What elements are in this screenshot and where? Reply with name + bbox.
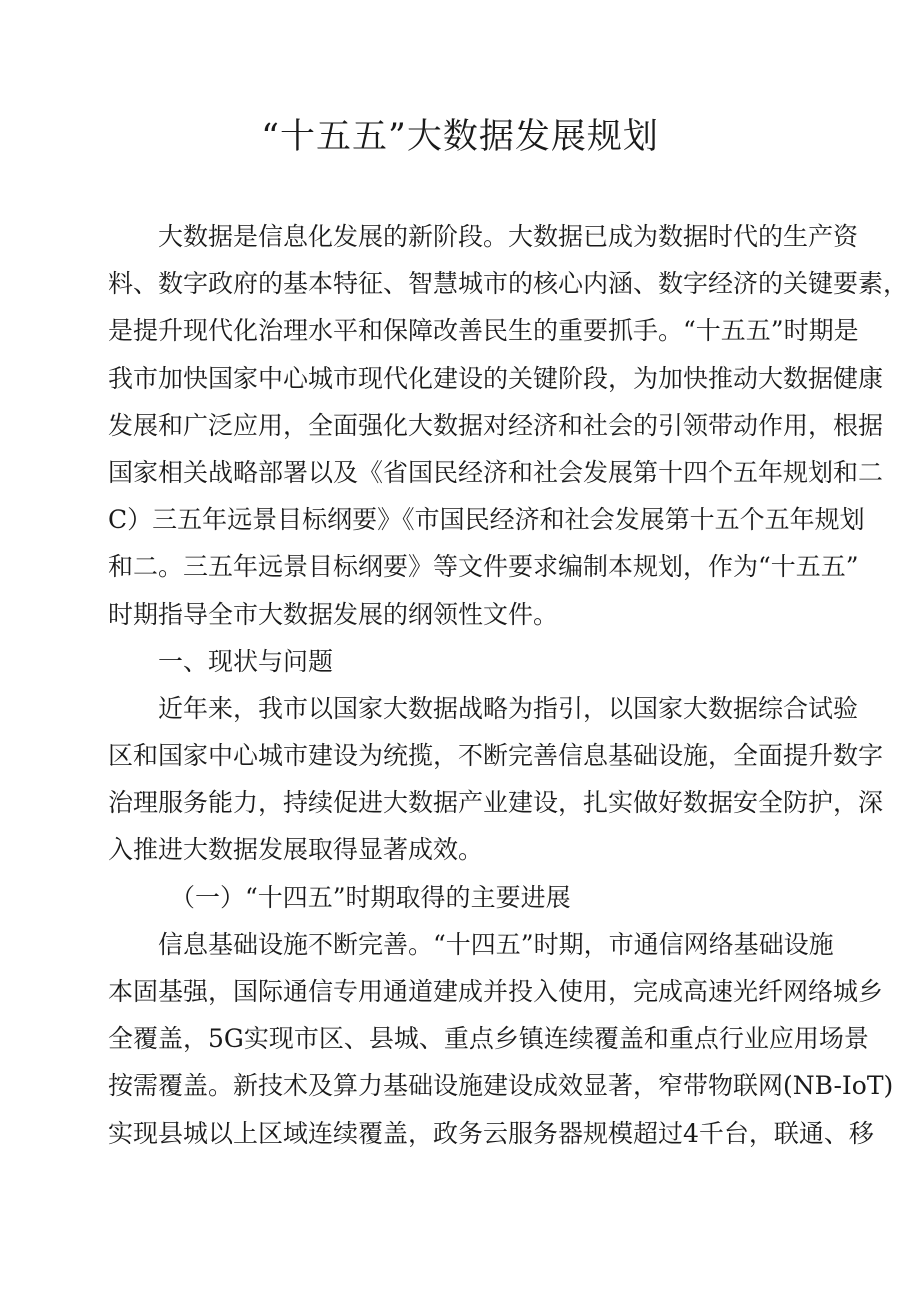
paragraph-line: 国家相关战略部署以及《省国民经济和社会发展第十四个五年规划和二 xyxy=(108,457,884,487)
document-title: “十五五”大数据发展规划 xyxy=(261,117,659,157)
paragraph-line: 治理服务能力，持续促进大数据产业建设，扎实做好数据安全防护，深 xyxy=(108,788,884,818)
paragraph-line: 全覆盖，5G实现市区、县城、重点乡镇连续覆盖和重点行业应用场景 xyxy=(108,1024,869,1054)
paragraph-line: 时期指导全市大数据发展的纲领性文件。 xyxy=(108,599,559,629)
paragraph-line: 料、数字政府的基本特征、智慧城市的核心内涵、数字经济的关键要素， xyxy=(108,269,909,299)
paragraph-line: 我市加快国家中心城市现代化建设的关键阶段，为加快推动大数据健康 xyxy=(108,363,884,393)
paragraph-line: 入推进大数据发展取得显著成效。 xyxy=(108,835,484,865)
section-heading: 一、现状与问题 xyxy=(158,646,334,676)
paragraph-line: 本固基强，国际通信专用通道建成并投入使用，完成高速光纤网络城乡 xyxy=(108,977,884,1006)
subsection-heading: （一）“十四五”时期取得的主要进展 xyxy=(170,882,571,912)
paragraph-line: 按需覆盖。新技术及算力基础设施建设成效显著，窄带物联网(NB-IoT) xyxy=(108,1071,894,1101)
paragraph-line: 信息基础设施不断完善。“十四五”时期，市通信网络基础设施 xyxy=(158,929,834,959)
paragraph-line: C）三五年远景目标纲要》《市国民经济和社会发展第十五个五年规划 xyxy=(108,505,865,535)
paragraph-line: 发展和广泛应用，全面强化大数据对经济和社会的引领带动作用，根据 xyxy=(108,410,884,440)
document-body xyxy=(108,213,909,1157)
paragraph-line: 区和国家中心城市建设为统揽，不断完善信息基础设施，全面提升数字 xyxy=(108,741,884,771)
paragraph-line: 近年来，我市以国家大数据战略为指引，以国家大数据综合试验 xyxy=(158,693,859,723)
paragraph-line: 实现县城以上区域连续覆盖，政务云服务器规模超过4千台，联通、移 xyxy=(108,1118,874,1148)
paragraph-line: 是提升现代化治理水平和保障改善民生的重要抓手。“十五五”时期是 xyxy=(108,316,859,346)
paragraph-line: 大数据是信息化发展的新阶段。大数据已成为数据时代的生产资 xyxy=(158,222,859,251)
paragraph-line: 和二。三五年远景目标纲要》等文件要求编制本规划，作为“十五五” xyxy=(108,552,859,582)
